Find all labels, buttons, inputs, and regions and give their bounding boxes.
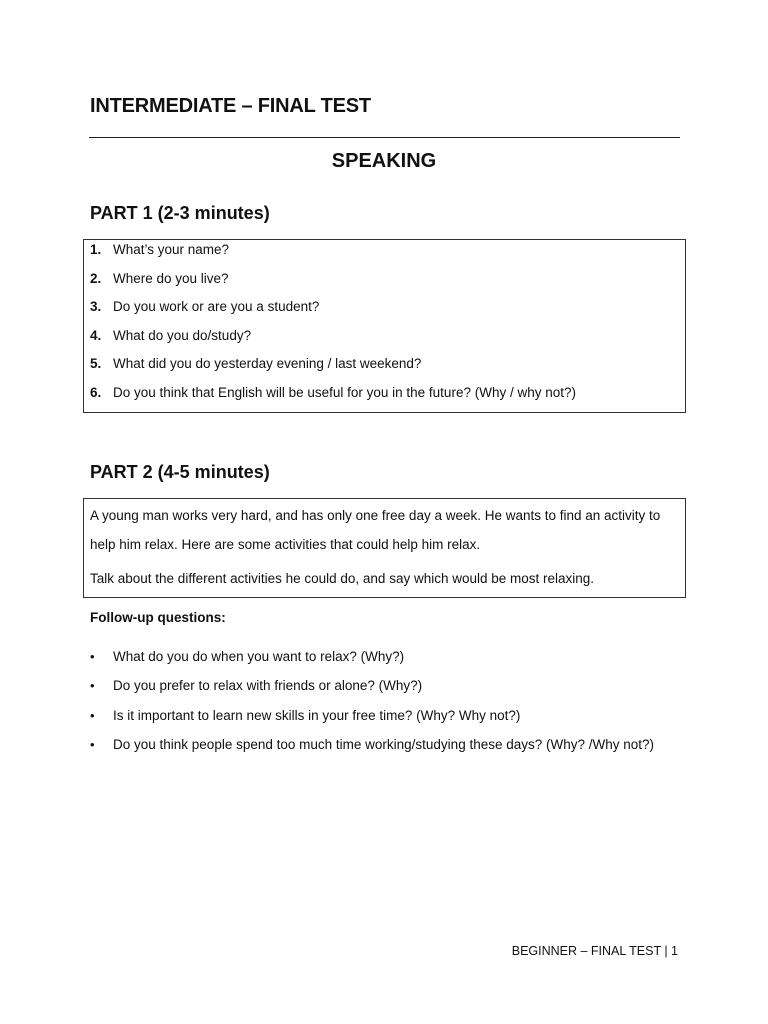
followup-question-text: Do you prefer to relax with friends or alone? (Why?) — [113, 678, 423, 693]
question-number: 2. — [90, 271, 102, 286]
question-text: What’s your name? — [113, 242, 230, 257]
section-heading: SPEAKING — [331, 150, 437, 172]
bullet-icon: • — [90, 708, 95, 723]
question-item — [84, 269, 685, 289]
followup-question-text: What do you do when you want to relax? (Why?) — [113, 649, 405, 664]
followup-question-item — [88, 676, 688, 696]
bullet-icon: • — [90, 737, 95, 752]
question-text: Do you think that English will be useful for you in the future? (Why / why not?) — [113, 385, 576, 400]
part1-heading: PART 1 (2-3 minutes) — [90, 203, 270, 223]
question-number: 5. — [90, 356, 102, 371]
followup-question-text: Do you think people spend too much time working/studying these days? (Why? /Why not?) — [113, 737, 655, 752]
bullet-icon: • — [90, 649, 95, 664]
question-text: What do you do/study? — [113, 328, 252, 343]
question-number: 1. — [90, 242, 102, 257]
followup-heading: Follow-up questions: — [90, 610, 226, 625]
title-divider — [89, 137, 680, 138]
question-text: What did you do yesterday evening / last weekend? — [113, 356, 422, 371]
part2-heading: PART 2 (4-5 minutes) — [90, 462, 270, 482]
followup-question-item — [88, 735, 688, 755]
question-number: 6. — [90, 385, 102, 400]
question-text: Where do you live? — [113, 271, 229, 286]
question-item — [84, 297, 685, 317]
part2-prompt-box — [83, 498, 686, 598]
page-footer: BEGINNER – FINAL TEST | 1 — [511, 944, 678, 958]
prompt-paragraph: A young man works very hard, and has only one free day a week. He wants to find an activity to help him relax. Here are some activities that could help him relax. — [90, 508, 661, 552]
question-item — [84, 383, 685, 403]
prompt-paragraph: Talk about the different activities he could do, and say which would be most relaxing. — [90, 571, 595, 586]
question-item — [84, 240, 685, 260]
question-number: 3. — [90, 299, 102, 314]
followup-question-item — [88, 706, 688, 726]
question-item — [84, 326, 685, 346]
document-title: INTERMEDIATE – FINAL TEST — [90, 95, 371, 117]
part1-question-box — [83, 239, 686, 413]
question-item — [84, 354, 685, 374]
question-number: 4. — [90, 328, 102, 343]
bullet-icon: • — [90, 678, 95, 693]
followup-question-item — [88, 647, 688, 667]
followup-question-text: Is it important to learn new skills in your free time? (Why? Why not?) — [113, 708, 521, 723]
question-text: Do you work or are you a student? — [113, 299, 320, 314]
